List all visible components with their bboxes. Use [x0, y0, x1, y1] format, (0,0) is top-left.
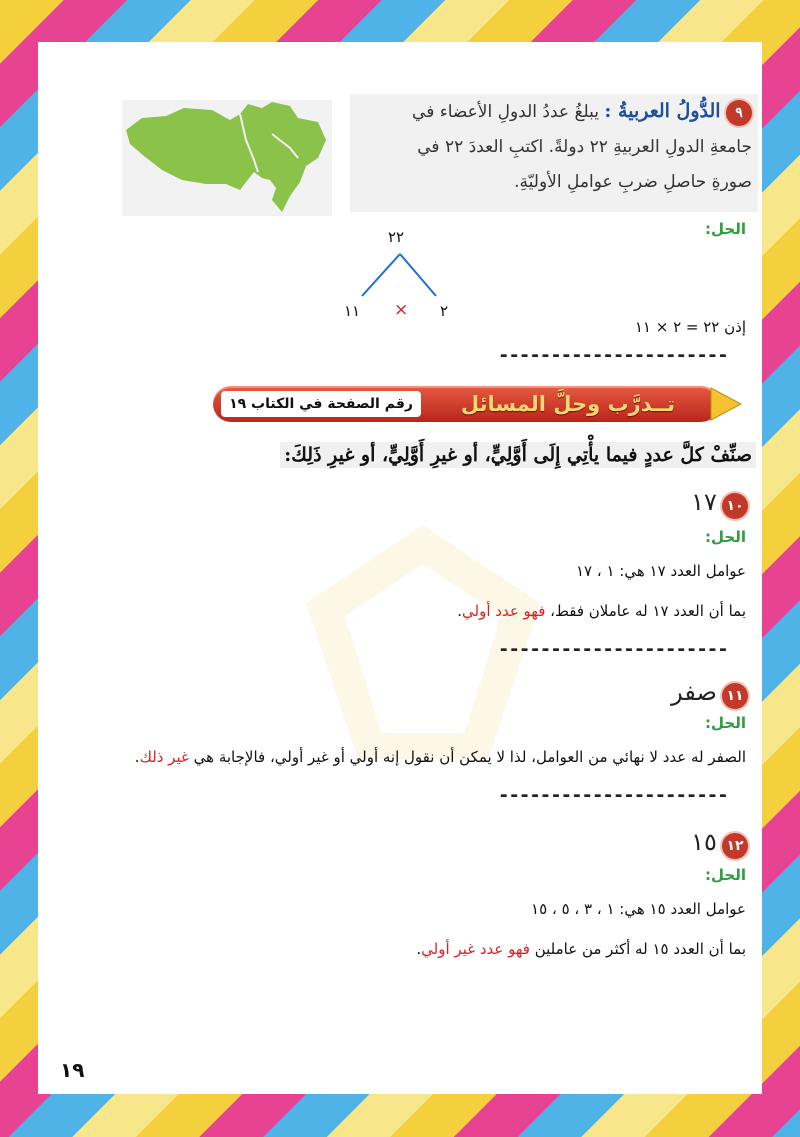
question-12-value: ١٥ [691, 828, 717, 856]
question-10-period: . [457, 602, 463, 620]
divider-3: ---------------------- [498, 784, 728, 806]
question-12-conclusion-text: بما أن العدد ١٥ له أكثر من عاملين [529, 940, 746, 958]
factor-tree-times-sign: × [394, 300, 409, 320]
question-12-period: . [416, 940, 422, 958]
question-11-solution-label: الحل: [705, 714, 746, 732]
factor-tree-root: ٢٢ [388, 228, 405, 246]
question-10-answer: فهو عدد أولي [462, 602, 546, 620]
question-12-number-badge: ١٢ [722, 833, 748, 859]
divider-1: ---------------------- [498, 344, 728, 366]
question-9-text-3: صورةِ حاصلِ ضربِ عواملِ الأوليّةِ. [514, 172, 752, 192]
classification-instruction: صنِّفْ كلَّ عددٍ فيما يأْتِي إِلَى أَوَّلِيٍّ، أو غيرِ أَوَّلِيٍّ، أو غيرِ ذَلِكَ: [280, 442, 756, 468]
question-10-number-badge: ١٠ [722, 493, 748, 519]
question-9-text-1: يبلغُ عددُ الدولِ الأعضاء في [412, 102, 599, 122]
question-9-line-1 [350, 94, 758, 130]
practice-banner [213, 386, 743, 422]
question-12-solution-label: الحل: [705, 866, 746, 884]
worksheet-page [38, 42, 762, 1094]
book-page-reference: رقم الصفحة في الكتاب ١٩ [221, 391, 421, 417]
question-12-factors: عوامل العدد ١٥ هي: ١ ، ٣ ، ٥ ، ١٥ [531, 900, 746, 918]
question-9-title: الدُّولُ العربيةُ : [604, 100, 721, 122]
question-10-header [691, 488, 748, 519]
question-10-factors: عوامل العدد ١٧ هي: ١ ، ١٧ [575, 562, 746, 580]
question-9-result: إذن ٢٢ = ٢ × ١١ [634, 318, 746, 336]
question-9-text-2: جامعةِ الدولِ العربيةِ ٢٢ دولةً. اكتبِ العددَ ٢٢ في [417, 137, 752, 157]
question-9-number-badge: ٩ [726, 100, 752, 126]
question-12-conclusion [416, 940, 746, 958]
question-12-header [691, 828, 748, 859]
question-10-value: ١٧ [691, 488, 717, 516]
practice-banner-bar [213, 386, 719, 422]
factor-tree-left-leaf: ١١ [344, 302, 361, 320]
question-11-header [671, 678, 748, 709]
practice-banner-title: تــدرَّب وحلَّ المسائل [460, 392, 676, 416]
question-11-explanation: الصفر له عدد لا نهائي من العوامل، لذا لا يمكن أن نقول إنه أولي أو غير أولي، فالإجابة هي [188, 748, 746, 766]
factor-tree-right-leaf: ٢ [440, 302, 449, 320]
question-11-number-badge: ١١ [722, 683, 748, 709]
question-10-solution-label: الحل: [705, 528, 746, 546]
question-11-answer-line [46, 748, 746, 766]
arab-world-map-image [122, 100, 332, 216]
question-9-box [350, 94, 758, 212]
question-11-period: . [134, 748, 140, 766]
question-9-solution-label: الحل: [705, 220, 746, 238]
question-11-value: صفر [671, 678, 717, 706]
question-12-answer: فهو عدد غير أولي [421, 940, 530, 958]
question-11-answer: غير ذلك [139, 748, 189, 766]
banner-arrow-icon [707, 386, 743, 422]
question-10-conclusion-text: بما أن العدد ١٧ له عاملان فقط، [545, 602, 746, 620]
page-number: ١٩ [60, 1058, 85, 1082]
divider-2: ---------------------- [498, 638, 728, 660]
question-10-conclusion [457, 602, 746, 620]
